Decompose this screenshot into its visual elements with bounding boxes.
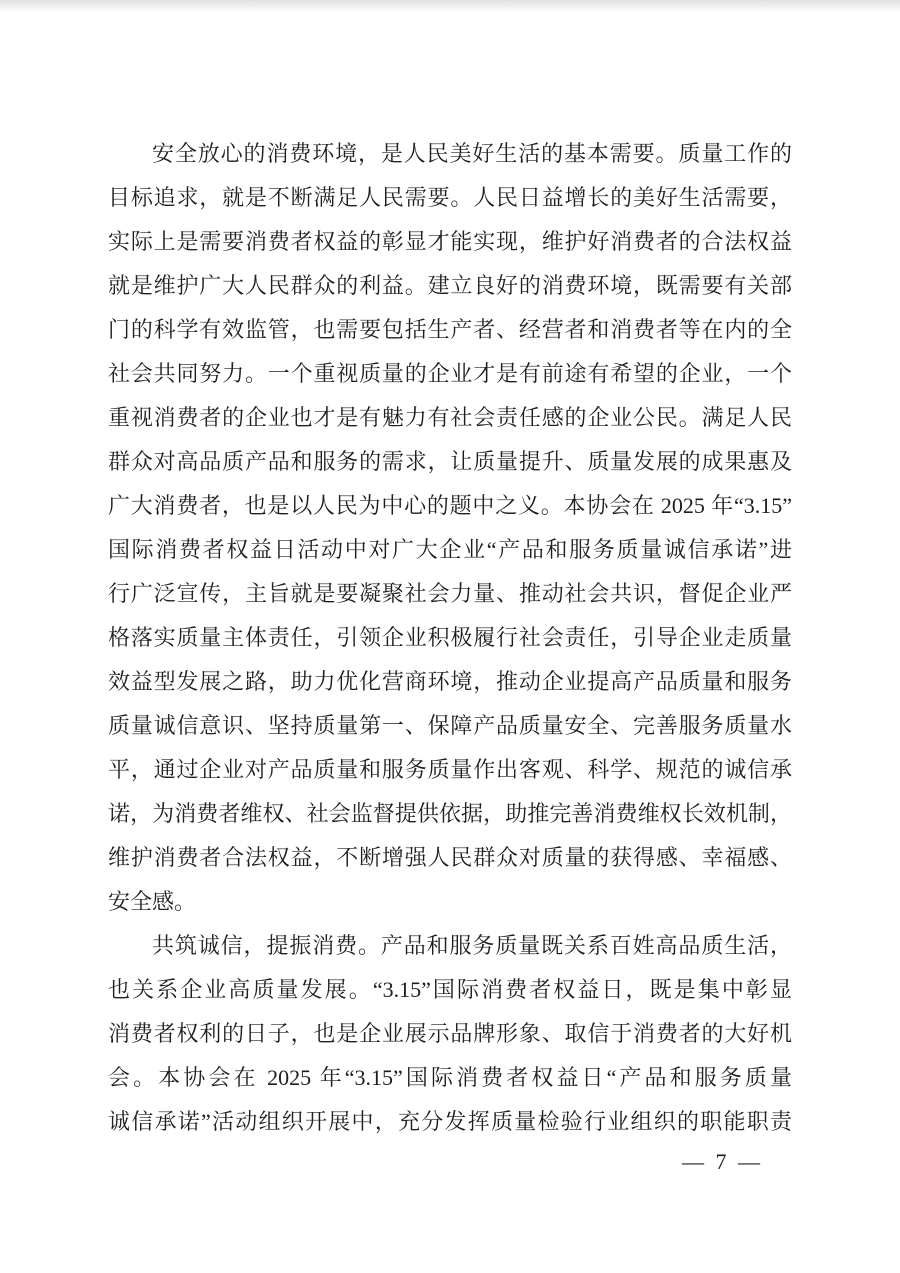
text-line: 群众对高品质产品和服务的需求，让质量提升、质量发展的成果惠及 [108,449,792,474]
text-line: 重视消费者的企业也才是有魅力有社会责任感的企业公民。满足人民 [108,405,792,430]
text-line: 国际消费者权益日活动中对广大企业“产品和服务质量诚信承诺”进 [108,537,792,562]
scan-artifact-top [0,0,900,12]
text-line: 消费者权利的日子，也是企业展示品牌形象、取信于消费者的大好机 [108,1021,792,1046]
text-line: 也关系企业高质量发展。“3.15”国际消费者权益日，既是集中彰显 [108,977,792,1002]
text-line: 共筑诚信，提振消费。产品和服务质量既关系百姓高品质生活， [152,933,792,958]
text-line: 门的科学有效监管，也需要包括生产者、经营者和消费者等在内的全 [108,317,792,342]
text-line: 安全放心的消费环境，是人民美好生活的基本需要。质量工作的 [152,141,792,166]
text-line: 目标追求，就是不断满足人民需要。人民日益增长的美好生活需要， [108,185,792,210]
text-line: 实际上是需要消费者权益的彰显才能实现，维护好消费者的合法权益 [108,229,792,254]
text-line: 质量诚信意识、坚持质量第一、保障产品质量安全、完善服务质量水 [108,713,792,738]
page-number: — 7 — [682,1149,763,1174]
text-line: 安全感。 [108,889,197,914]
text-line: 会。本协会在 2025 年“3.15”国际消费者权益日“产品和服务质量 [108,1065,792,1090]
text-line: 维护消费者合法权益，不断增强人民群众对质量的获得感、幸福感、 [108,845,792,870]
text-line: 格落实质量主体责任，引领企业积极履行社会责任，引导企业走质量 [108,625,792,650]
text-line: 行广泛宣传，主旨就是要凝聚社会力量、推动社会共识，督促企业严 [108,581,792,606]
text-line: 社会共同努力。一个重视质量的企业才是有前途有希望的企业，一个 [108,361,792,386]
document-body [108,132,792,1144]
text-line: 平，通过企业对产品质量和服务质量作出客观、科学、规范的诚信承 [108,757,792,782]
text-line: 效益型发展之路，助力优化营商环境，推动企业提高产品质量和服务 [108,669,792,694]
text-line: 就是维护广大人民群众的利益。建立良好的消费环境，既需要有关部 [108,273,792,298]
text-line: 广大消费者，也是以人民为中心的题中之义。本协会在 2025 年“3.15” [108,493,792,518]
text-line: 诚信承诺”活动组织开展中，充分发挥质量检验行业组织的职能职责 [108,1109,792,1134]
text-line: 诺，为消费者维权、社会监督提供依据，助推完善消费维权长效机制， [108,801,792,826]
